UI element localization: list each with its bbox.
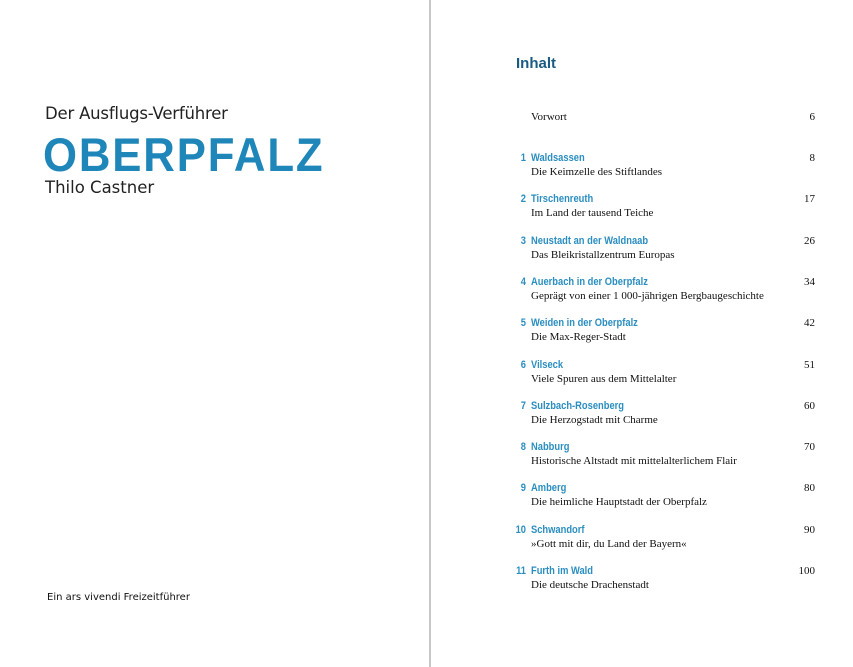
- toc-page-number: 90: [804, 523, 815, 536]
- toc-entry[interactable]: [500, 193, 815, 223]
- toc-entry-subtitle: Die deutsche Drachenstadt: [531, 579, 649, 591]
- toc-entry-subtitle: Das Bleikristallzentrum Europas: [531, 248, 675, 261]
- toc-entry-number: 6: [520, 358, 526, 371]
- toc-entry-subtitle: Die Keimzelle des Stiftlandes: [531, 166, 663, 178]
- toc-heading: Inhalt: [516, 55, 556, 72]
- toc-page-number: 100: [798, 565, 815, 577]
- toc-page-number: 51: [804, 358, 815, 371]
- toc-entry[interactable]: [500, 359, 815, 389]
- toc-entry[interactable]: [500, 276, 815, 306]
- toc-page-number: 70: [804, 441, 815, 454]
- toc-page-number: 42: [804, 317, 815, 330]
- toc-page-number: 8: [809, 152, 815, 164]
- toc-entry[interactable]: [500, 565, 815, 595]
- toc-entry-subtitle: Die Max-Reger-Stadt: [531, 331, 626, 344]
- toc-entry-title: Vilseck: [531, 358, 564, 371]
- toc-entry[interactable]: [500, 317, 815, 347]
- toc-entry-number: 1: [520, 152, 526, 164]
- book-title: OBERPFALZ: [43, 128, 325, 181]
- toc-page-number: 6: [809, 111, 815, 123]
- toc-entry[interactable]: [500, 524, 815, 554]
- toc-entry-title: Weiden in der Oberpfalz: [531, 317, 638, 330]
- toc-entry-number: 4: [520, 275, 526, 288]
- toc-entry-subtitle: Historische Altstadt mit mittelalterlichem Flair: [531, 455, 737, 468]
- toc-page-number: 80: [804, 482, 815, 495]
- toc-entry-number: 2: [520, 193, 526, 206]
- series-note: Ein ars vivendi Freizeitführer: [47, 592, 190, 603]
- toc-entry[interactable]: [500, 441, 815, 471]
- toc-entry-title: Tirschenreuth: [531, 193, 594, 206]
- toc-entry-subtitle: Die Herzogstadt mit Charme: [531, 413, 658, 426]
- toc-entry-number: 7: [520, 399, 526, 412]
- book-author: Thilo Castner: [45, 178, 155, 197]
- toc-preface-label: Vorwort: [531, 111, 567, 123]
- toc-entry-title: Schwandorf: [531, 523, 585, 536]
- toc-entry[interactable]: [500, 235, 815, 265]
- toc-page-number: 17: [804, 193, 815, 206]
- toc-entry-subtitle: »Gott mit dir, du Land der Bayern«: [531, 537, 687, 550]
- toc-entry[interactable]: [500, 482, 815, 512]
- toc-page-number: 34: [804, 275, 815, 288]
- toc-entry-subtitle: Viele Spuren aus dem Mittelalter: [531, 372, 677, 385]
- toc-entry[interactable]: [500, 152, 815, 182]
- toc-entry-subtitle: Geprägt von einer 1 000-jährigen Bergbaugeschichte: [531, 289, 764, 302]
- toc-entry-number: 10: [515, 523, 526, 536]
- page-gutter-divider: [429, 0, 431, 667]
- toc-entry[interactable]: [500, 400, 815, 430]
- toc-entry-number: 9: [520, 482, 526, 495]
- toc-entry-title: Furth im Wald: [531, 565, 593, 577]
- toc-entry-number: 11: [516, 565, 526, 577]
- book-subtitle: Der Ausflugs-Verführer: [45, 104, 228, 123]
- toc-entry-title: Amberg: [531, 482, 567, 495]
- toc-entry-title: Nabburg: [531, 441, 570, 454]
- toc-preface[interactable]: [500, 111, 815, 141]
- toc-entry-title: Sulzbach-Rosenberg: [531, 399, 624, 412]
- toc-entry-number: 5: [520, 317, 526, 330]
- toc-page-number: 26: [804, 234, 815, 247]
- toc-entry-number: 8: [520, 441, 526, 454]
- toc-entry-title: Neustadt an der Waldnaab: [531, 234, 649, 247]
- toc-entry-subtitle: Die heimliche Hauptstadt der Oberpfalz: [531, 496, 707, 509]
- toc-page-number: 60: [804, 399, 815, 412]
- toc-entry-title: Waldsassen: [531, 152, 585, 164]
- toc-entry-number: 3: [520, 234, 526, 247]
- toc-entry-subtitle: Im Land der tausend Teiche: [531, 207, 654, 220]
- toc-entry-title: Auerbach in der Oberpfalz: [531, 275, 648, 288]
